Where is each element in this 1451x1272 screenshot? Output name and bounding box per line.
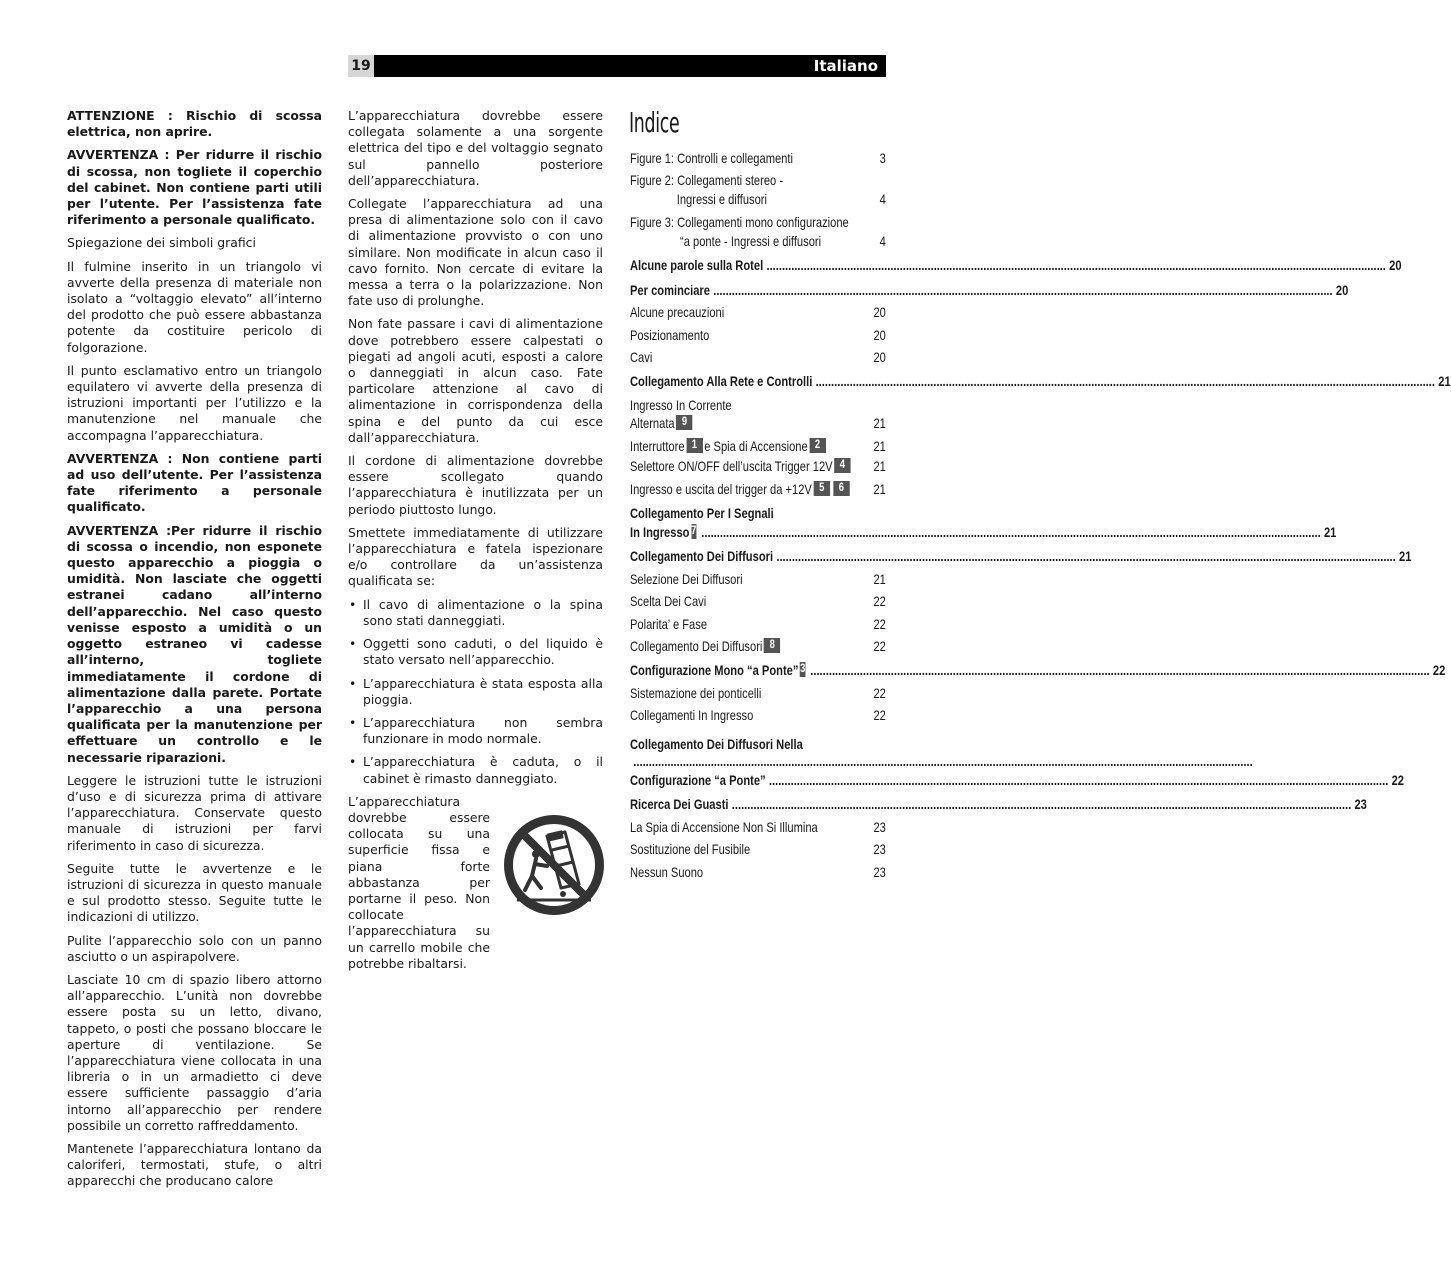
figure-callout-badge: 4 xyxy=(834,458,850,473)
toc-entry-label: Per cominciare xyxy=(630,283,710,298)
toc-entry-page: 21 xyxy=(1323,525,1337,540)
toc-entry-nessun-suono xyxy=(630,864,886,882)
cart-warning xyxy=(348,794,603,972)
toc-entry-label: e Spia di Accensione xyxy=(704,439,808,454)
toc-entry-label: Ingresso e uscita del trigger da +12V xyxy=(630,482,812,497)
toc-entry-page: 22 xyxy=(873,594,886,609)
toc-entry-label: Ricerca Dei Guasti xyxy=(630,797,729,812)
toc-entry-cavi xyxy=(630,349,886,367)
read-instructions: Leggere le istruzioni tutte le istruzioni d’uso e di sicurezza prima di attivare l’apparecchiatura. Conservate questo manuale di istruzioni per farvi riferimento in caso di sicurezza. xyxy=(67,772,322,853)
figure-callout-badge: 9 xyxy=(676,415,692,430)
toc-entry-rete-controlli xyxy=(630,373,1451,391)
toc-entry-label: Alcune parole sulla Rotel xyxy=(630,258,764,273)
toc-entry-trigger-io xyxy=(630,481,886,499)
toc-entry-spia xyxy=(630,819,886,837)
toc-entry-label: Collegamento Dei Diffusori xyxy=(630,549,774,564)
toc-entry-label: Configurazione Mono “a Ponte” xyxy=(630,663,799,678)
toc-leader-dots: ........................................................................................................................................................................................................ xyxy=(766,258,1386,273)
toc-entry-figure-2 xyxy=(630,172,886,190)
figure-callout-badge: 1 xyxy=(686,438,702,453)
warning-shock: ATTENZIONE : Rischio di scossa elettrica, non aprire. xyxy=(67,108,322,140)
toc-entry-page: 22 xyxy=(1391,773,1404,788)
toc-entry-label: Sistemazione dei ponticelli xyxy=(630,686,762,701)
toc-entry-label: Interruttore xyxy=(630,439,685,454)
language-header: Italiano xyxy=(374,55,886,77)
safety-column-1 xyxy=(67,108,322,1197)
toc-entry-page: 21 xyxy=(873,572,886,587)
toc-entry-page: 21 xyxy=(1399,549,1412,564)
toc-entry-page: 22 xyxy=(873,617,886,632)
unplug-note: Il cordone di alimentazione dovrebbe essere scollegato quando l’apparecchiatura è inutilizzata per un periodo piuttosto lungo. xyxy=(348,453,603,517)
toc-entry-page: 4 xyxy=(879,234,886,249)
toc-entry-label: Figure 3: Collegamenti mono configurazione xyxy=(630,215,849,230)
toc-leader-dots: ........................................................................................................................................................................................................ xyxy=(768,773,1389,788)
toc-entry-page: 20 xyxy=(1389,258,1402,273)
toc-entry-label: Selettore ON/OFF dell’uscita Trigger 12V xyxy=(630,459,833,474)
list-item: • L’apparecchiatura non sembra funzionare in modo normale. xyxy=(348,715,603,747)
list-item: • L’apparecchiatura è caduta, o il cabinet è rimasto danneggiato. xyxy=(348,754,603,786)
figure-callout-badge: 7 xyxy=(691,525,697,537)
toc-entry-page: 21 xyxy=(873,439,886,454)
toc-entry-polarita xyxy=(630,616,886,634)
toc-entry-in-ingresso xyxy=(630,524,1337,542)
toc-entry-page: 22 xyxy=(1432,663,1446,678)
warning-cover: AVVERTENZA : Per ridurre il rischio di scossa, non togliete il coperchio del cabinet. Non contiene parti utili per l’utente. Per l’assistenza fate riferimento a personale qualificato. xyxy=(67,147,322,228)
figure-callout-badge: 6 xyxy=(833,481,849,496)
toc-entry-figure-1 xyxy=(630,150,886,168)
toc-entry-page: 21 xyxy=(873,416,886,431)
figure-callout-badge: 5 xyxy=(814,481,830,496)
toc-entry-guasti xyxy=(630,796,1367,814)
exclamation-explanation: Il punto esclamativo entro un triangolo equilatero vi avverte della presenza di istruzioni importanti per l’utilizzo e la manutenzione nel manuale che accompagna l’apparecchiatura. xyxy=(67,362,322,443)
toc-entry-precauzioni xyxy=(630,304,886,322)
toc-entry-label: Ingresso In Corrente xyxy=(630,398,732,413)
toc-entry-label: Scelta Dei Cavi xyxy=(630,594,707,609)
power-cord-note: Collegate l’apparecchiatura ad una presa di alimentazione solo con il cavo di alimentazione provvisto o con uno similare. Non modificate in alcun caso il cavo fornito. Non cercate di evitare la messa a terra o la polarizzazione. Non fate uso di prolunghe. xyxy=(348,196,603,309)
toc-entry-label: Nessun Suono xyxy=(630,865,704,880)
toc-entry-figure-3 xyxy=(630,214,886,232)
list-item: • Oggetti sono caduti, o del liquido è stato versato nell’apparecchio. xyxy=(348,636,603,668)
warning-no-parts: AVVERTENZA : Non contiene parti ad uso dell’utente. Per l’assistenza fate riferimento a personale qualificato. xyxy=(67,450,322,515)
toc-entry-label: Figure 1: Controlli e collegamenti xyxy=(630,151,793,166)
power-source-note: L’apparecchiatura dovrebbe essere collegata solamente a una sorgente elettrica del tipo e del voltaggio segnato sul pannello posteriore dell’apparecchiatura. xyxy=(348,108,603,188)
conditions-list xyxy=(348,597,603,787)
cleaning-note: Pulite l’apparecchio solo con un panno asciutto o un aspirapolvere. xyxy=(67,932,322,964)
toc-entry-label: Collegamenti In Ingresso xyxy=(630,708,754,723)
toc-entry-mono-ponte xyxy=(630,662,1446,680)
toc-entry-page: 20 xyxy=(1335,283,1349,298)
toc-entry-page: 4 xyxy=(879,192,886,207)
toc-entry-rotel xyxy=(630,257,1402,275)
toc-entry-configurazione-ponte xyxy=(630,772,1404,790)
toc-entry-label: Collegamento Dei Diffusori xyxy=(630,639,763,654)
toc-entry-label: Collegamento Alla Rete e Controlli xyxy=(630,374,813,389)
figure-callout-badge: 8 xyxy=(764,638,780,653)
cart-tipover-warning-icon xyxy=(503,814,605,916)
toc-entry-page: 21 xyxy=(873,459,886,474)
toc-entry-page: 23 xyxy=(873,820,886,835)
follow-warnings: Seguite tutte le avvertenze e le istruzioni di sicurezza in questo manuale e sul prodotto stesso. Seguite tutte le indicazioni di utilizzo. xyxy=(67,860,322,925)
toc-entry-page: 21 xyxy=(1438,374,1451,389)
toc-entry-ponticelli xyxy=(630,685,886,703)
toc-entry-selezione-diffusori xyxy=(630,571,886,589)
ventilation-note: Lasciate 10 cm di spazio libero attorno all’apparecchio. L’unità non dovrebbe essere posta su un letto, divano, tappeto, o posti che possano bloccare le aperture di ventilazione. Se l’apparecchiatura viene collocata in una libreria o in un armadietto ci deve essere sufficiente passaggio d’aria intorno all’apparecchio per rendere possibile un corretto raffreddamento. xyxy=(67,971,322,1133)
toc-entry-label: Posizionamento xyxy=(630,328,710,343)
toc-leader-dots: ........................................................................................................................................................................................................ xyxy=(731,797,1352,812)
toc-entry-label: Alternata xyxy=(630,416,675,431)
toc-entry-label: Cavi xyxy=(630,350,653,365)
safety-column-2 xyxy=(348,108,603,972)
toc-entry-label: Collegamento Per I Segnali xyxy=(630,506,774,521)
toc-entry-page: 23 xyxy=(873,842,886,857)
symbols-heading: Spiegazione dei simboli grafici xyxy=(67,235,256,251)
stop-using-note: Smettete immediatamente di utilizzare l’apparecchiatura e fatela ispezionare e/o controllare da un’assistenza qualificata se: xyxy=(348,524,603,589)
toc-entry-page: 22 xyxy=(873,686,886,701)
toc-entry-label: Collegamento Dei Diffusori Nella xyxy=(630,737,803,752)
toc-entry-label: Alcune precauzioni xyxy=(630,305,725,320)
figure-callout-badge: 3 xyxy=(800,663,806,675)
toc-entry-label: Selezione Dei Diffusori xyxy=(630,572,743,587)
toc-leader-dots: ........................................................................................................................................................................................................ xyxy=(713,283,1333,298)
toc-entry-figure-2-cont xyxy=(630,191,886,209)
toc-entry-diffusori-nella xyxy=(630,736,886,754)
cart-warning-text: L’apparecchiatura dovrebbe essere collocata su una superficie fissa e piana forte abbastanza per portarne il peso. Non collocate l’apparecchiatura su un carrello mobile che potrebbe ribaltarsi. xyxy=(348,793,490,971)
figure-callout-badge: 2 xyxy=(809,438,825,453)
toc-entry-segnali xyxy=(630,505,886,523)
page-number: 19 xyxy=(348,55,374,77)
toc-entry-scelta-cavi xyxy=(630,593,886,611)
toc-entry-alternata xyxy=(630,415,886,433)
toc-entry-per-cominciare xyxy=(630,282,1349,300)
toc-entry-figure-3-cont xyxy=(630,233,886,251)
toc-entry-page: 20 xyxy=(873,305,886,320)
toc-entry-page: 20 xyxy=(873,350,886,365)
toc-title: Indice xyxy=(629,106,680,139)
toc-entry-page: 22 xyxy=(873,639,886,654)
toc-entry-label: In Ingresso xyxy=(630,525,690,540)
toc-entry-collegamento-diffusori xyxy=(630,638,886,656)
toc-entry-page: 21 xyxy=(873,482,886,497)
toc-entry-fusibile xyxy=(630,841,886,859)
toc-entry-posizionamento xyxy=(630,327,886,345)
toc-leader-dots: ........................................................................................................................................................................................................ xyxy=(810,663,1430,678)
toc-entry-label: Polarita’ e Fase xyxy=(630,617,708,632)
toc-entry-diffusori xyxy=(630,548,1412,566)
toc-entry-interruttore xyxy=(630,438,886,456)
warning-fire: AVVERTENZA :Per ridurre il rischio di scossa o incendio, non esponete questo apparecchio a pioggia o umidità. Non lasciate che oggetti estranei cadano all’interno dell’apparecchio. Nel caso questo venisse esposto a umidità o un oggetto estraneo vi cadesse all’interno, togliete immediatamente il cordone di alimentazione dalla parete. Portate l’apparecchio a una persona qualificata per la manutenzione per effettuare un controllo e le necessarie riparazioni. xyxy=(67,522,322,765)
toc-leader-dots: ........................................................................................................................................................................................................ xyxy=(776,549,1396,564)
toc-entry-page: 23 xyxy=(1354,797,1367,812)
toc-entry-label: Sostituzione del Fusibile xyxy=(630,842,751,857)
toc-entry-page: 20 xyxy=(873,328,886,343)
toc-leader-dots: ........................................................................................................................................................................................................ xyxy=(815,374,1435,389)
toc-entry-page: 22 xyxy=(873,708,886,723)
list-item: • Il cavo di alimentazione o la spina sono stati danneggiati. xyxy=(348,597,603,629)
toc-entry-page: 3 xyxy=(879,151,886,166)
toc-entry-label: Figure 2: Collegamenti stereo - xyxy=(630,173,784,188)
toc-entry-label: Ingressi e diffusori xyxy=(676,192,768,207)
toc-entry-label: “a ponte - Ingressi e diffusori xyxy=(680,234,822,249)
toc-leader-dots: ........................................................................................................................................................................................................ xyxy=(633,754,1253,769)
toc-entry-label: Configurazione “a Ponte” xyxy=(630,773,766,788)
heat-note: Mantenete l’apparecchiatura lontano da caloriferi, termostati, stufe, o altri apparecchi che producano calore xyxy=(67,1140,322,1189)
toc-leader-dots: ........................................................................................................................................................................................................ xyxy=(701,525,1321,540)
toc-entry-collegamenti-ingresso xyxy=(630,707,886,725)
toc-entry-dotted-line xyxy=(630,753,1253,771)
lightning-explanation: Il fulmine inserito in un triangolo vi avverte della presenza di materiale non isolato a “voltaggio elevato” all’interno del prodotto che può essere abbastanza potente da costituire pericolo di folgorazione. xyxy=(67,258,322,355)
toc-entry-ingresso-corrente xyxy=(630,397,886,415)
list-item: • L’apparecchiatura è stata esposta alla pioggia. xyxy=(348,676,603,708)
cable-routing-note: Non fate passare i cavi di alimentazione dove potrebbero essere calpestati o piegati ad angoli acuti, esposti a calore o danneggiati in alcun caso. Fate particolare attenzione al cavo di alimentazione in corrispondenza della spina e del punto da cui esce dall’apparecchiatura. xyxy=(348,316,603,445)
toc-entry-page: 23 xyxy=(873,865,886,880)
toc-entry-selettore-trigger xyxy=(630,458,886,476)
toc-entry-label: La Spia di Accensione Non Si Illumina xyxy=(630,820,818,835)
